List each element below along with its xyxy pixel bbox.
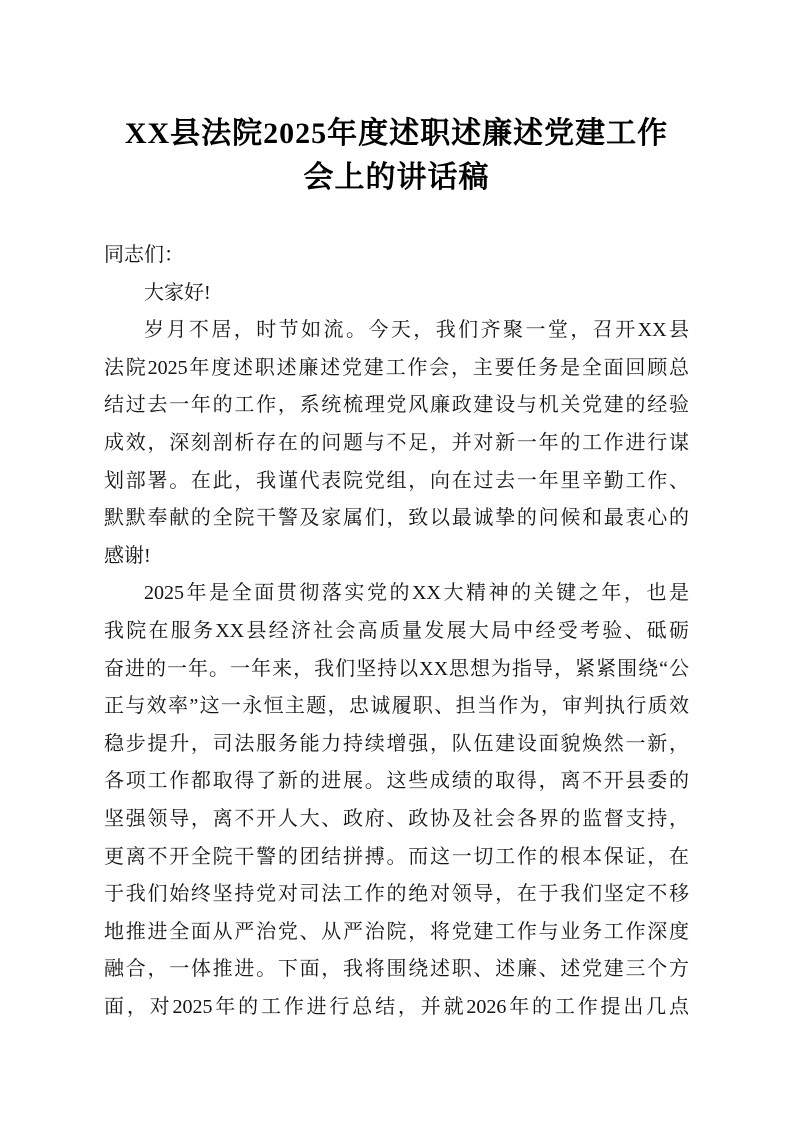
text-line: 划部署。在此，我谨代表院党组，向在过去一年里辛勤工作、	[104, 469, 689, 492]
document-title-line-1: XX县法院2025年度述职述廉述党建工作	[124, 117, 669, 150]
text-line: 融合，一体推进。下面，我将围绕述职、述廉、述党建三个方	[104, 958, 689, 981]
document-title	[104, 112, 689, 200]
text-line: 感谢!	[104, 544, 151, 567]
text-line: 稳步提升，司法服务能力持续增强，队伍建设面貌焕然一新，	[104, 732, 689, 755]
text-line: 2025年是全面贯彻落实党的XX大精神的关键之年，也是	[144, 582, 689, 605]
text-line: 结过去一年的工作，系统梳理党风廉政建设与机关党建的经验	[104, 394, 689, 417]
text-line: 同志们：	[104, 244, 184, 266]
text-line: 我院在服务XX县经济社会高质量发展大局中经受考验、砥砺	[104, 619, 689, 642]
text-line: 坚强领导，离不开人大、政府、政协及社会各界的监督支持，	[104, 807, 689, 830]
text-line: 奋进的一年。一年来，我们坚持以XX思想为指导，紧紧围绕“公	[104, 657, 689, 680]
text-line: 岁月不居，时节如流。今天，我们齐聚一堂，召开XX县	[144, 319, 689, 342]
text-line: 各项工作都取得了新的进展。这些成绩的取得，离不开县委的	[104, 770, 689, 793]
text-line: 大家好!	[144, 281, 211, 304]
text-line: 成效，深刻剖析存在的问题与不足，并对新一年的工作进行谋	[104, 431, 689, 454]
text-line: 正与效率”这一永恒主题，忠诚履职、担当作为，审判执行质效	[104, 695, 689, 718]
text-line: 更离不开全院干警的团结拼搏。而这一切工作的根本保证，在	[104, 845, 689, 868]
text-line: 面，对2025年的工作进行总结，并就2026年的工作提出几点	[104, 995, 689, 1018]
text-line: 于我们始终坚持党对司法工作的绝对领导，在于我们坚定不移	[104, 883, 689, 906]
text-line: 地推进全面从严治党、从严治院，将党建工作与业务工作深度	[104, 920, 689, 943]
document-title-line-2: 会上的讲话稿	[303, 161, 490, 194]
text-line: 默默奉献的全院干警及家属们，致以最诚挚的问候和最衷心的	[104, 507, 689, 530]
text-line: 法院2025年度述职述廉述党建工作会，主要任务是全面回顾总	[104, 356, 689, 379]
document-body	[104, 237, 689, 1026]
